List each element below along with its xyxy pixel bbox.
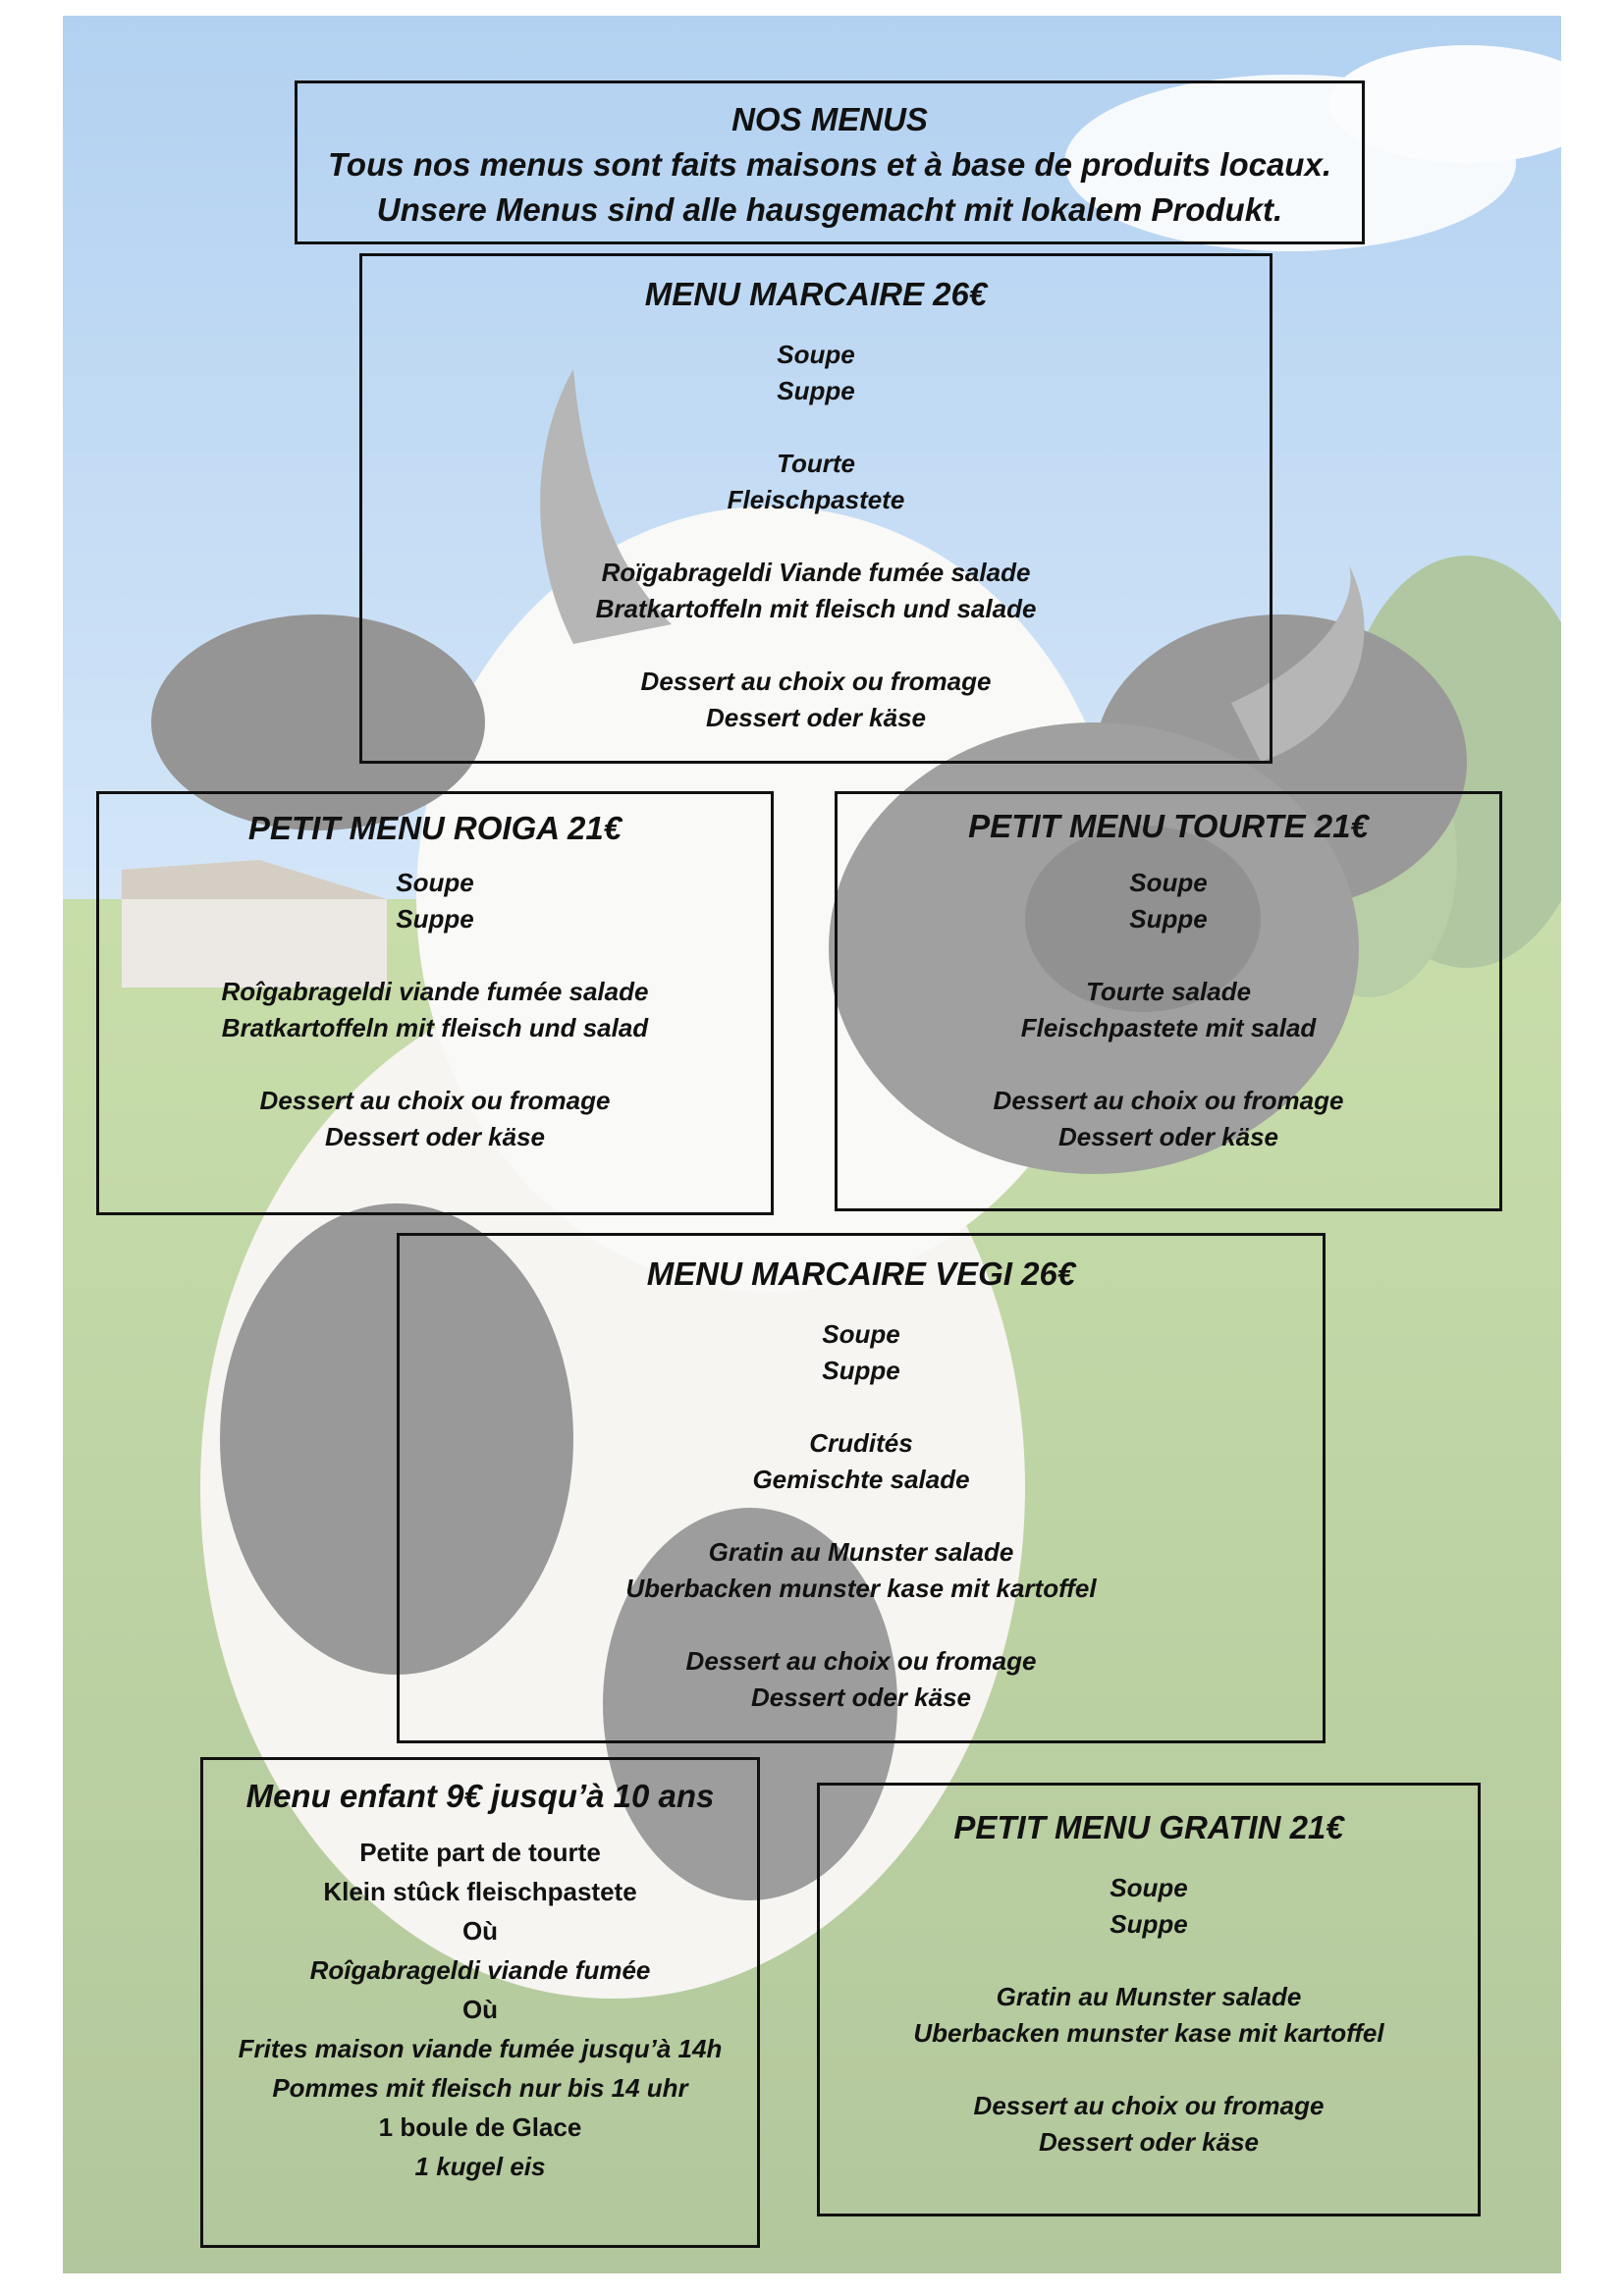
course-fr: Gratin au Munster salade	[708, 1537, 1014, 1567]
course-de: Dessert oder käse	[1038, 2127, 1260, 2157]
course-de: Bratkartoffeln mit fleisch und salad	[221, 1013, 649, 1042]
petit-menu-roiga-box	[96, 791, 774, 1215]
header-box	[295, 80, 1365, 244]
course-fr: Soupe	[396, 868, 474, 897]
course-de: Bratkartoffeln mit fleisch und salade	[595, 594, 1037, 623]
petit-menu-roiga-course	[99, 974, 771, 1046]
header-line-fr: Tous nos menus sont faits maisons et à base de produits locaux.	[327, 146, 1331, 183]
petit-menu-gratin-title: PETIT MENU GRATIN 21€	[953, 1809, 1344, 1845]
course-fr: Soupe	[1110, 1873, 1188, 1902]
course-fr: Gratin au Munster salade	[996, 1982, 1302, 2011]
course-de: Suppe	[1110, 1909, 1188, 1939]
enfant-line: Frites maison viande fumée jusqu’à 14h	[238, 2034, 723, 2063]
petit-menu-tourte-course	[838, 865, 1499, 937]
course-fr: Tourte	[777, 449, 855, 478]
menu-vegi-course	[400, 1425, 1323, 1498]
menu-marcaire-box	[359, 253, 1272, 764]
menu-marcaire-course	[362, 337, 1270, 409]
course-de: Gemischte salade	[752, 1465, 970, 1494]
menu-marcaire-title: MENU MARCAIRE 26€	[644, 276, 988, 312]
header-line-de: Unsere Menus sind alle hausgemacht mit lokalem Produkt.	[376, 191, 1283, 228]
course-fr: Crudités	[809, 1428, 913, 1458]
course-fr: Roîgabrageldi viande fumée salade	[221, 977, 649, 1006]
enfant-line: Où	[461, 1995, 499, 2024]
course-de: Suppe	[777, 376, 855, 405]
menu-marcaire-course	[362, 664, 1270, 736]
petit-menu-roiga-course	[99, 1083, 771, 1155]
course-de: Fleischpastete mit salad	[1020, 1013, 1317, 1042]
course-de: Suppe	[822, 1356, 900, 1385]
enfant-line: Pommes mit fleisch nur bis 14 uhr	[272, 2073, 688, 2103]
petit-menu-tourte-title: PETIT MENU TOURTE 21€	[968, 808, 1369, 844]
menu-enfant-box	[200, 1757, 760, 2248]
header-title: NOS MENUS	[731, 101, 928, 137]
enfant-line: Où	[461, 1916, 499, 1946]
enfant-line: 1 kugel eis	[414, 2152, 546, 2181]
course-fr: Dessert au choix ou fromage	[973, 2091, 1325, 2120]
course-fr: Soupe	[777, 340, 855, 369]
course-de: Dessert oder käse	[324, 1122, 546, 1151]
enfant-line: 1 boule de Glace	[378, 2112, 582, 2142]
menu-marcaire-course	[362, 555, 1270, 627]
menu-enfant-title: Menu enfant 9€ jusqu’à 10 ans	[245, 1778, 715, 1814]
petit-menu-roiga-course	[99, 865, 771, 937]
course-fr: Dessert au choix ou fromage	[685, 1646, 1037, 1676]
course-de: Dessert oder käse	[1057, 1122, 1279, 1151]
enfant-line: Klein stûck fleischpastete	[323, 1877, 637, 1906]
course-fr: Soupe	[1129, 868, 1208, 897]
course-de: Uberbacken munster kase mit kartoffel	[625, 1574, 1097, 1603]
course-de: Dessert oder käse	[705, 703, 927, 732]
menu-vegi-course	[400, 1534, 1323, 1607]
enfant-line: Petite part de tourte	[359, 1838, 601, 1867]
menu-marcaire-vegi-box	[397, 1233, 1326, 1743]
menu-marcaire-course	[362, 446, 1270, 518]
petit-menu-gratin-box	[817, 1783, 1481, 2216]
menu-enfant-items	[203, 1833, 757, 2186]
course-de: Fleischpastete	[727, 485, 905, 514]
course-fr: Tourte salade	[1085, 977, 1252, 1006]
course-de: Uberbacken munster kase mit kartoffel	[913, 2018, 1384, 2048]
enfant-line: Roîgabrageldi viande fumée	[309, 1955, 651, 1985]
petit-menu-tourte-box	[835, 791, 1502, 1211]
petit-menu-gratin-course	[820, 2088, 1478, 2161]
course-fr: Soupe	[822, 1319, 900, 1349]
menu-marcaire-vegi-title: MENU MARCAIRE VEGI 26€	[646, 1255, 1076, 1292]
course-fr: Roïgabrageldi Viande fumée salade	[601, 558, 1031, 587]
petit-menu-tourte-course	[838, 1083, 1499, 1155]
course-de: Suppe	[396, 904, 474, 934]
course-fr: Dessert au choix ou fromage	[640, 667, 992, 696]
petit-menu-gratin-course	[820, 1979, 1478, 2052]
petit-menu-gratin-course	[820, 1870, 1478, 1943]
petit-menu-roiga-title: PETIT MENU ROIGA 21€	[247, 810, 623, 846]
menu-vegi-course	[400, 1316, 1323, 1389]
petit-menu-tourte-course	[838, 974, 1499, 1046]
menu-vegi-course	[400, 1643, 1323, 1716]
course-fr: Dessert au choix ou fromage	[993, 1086, 1344, 1115]
course-de: Suppe	[1129, 904, 1208, 934]
course-de: Dessert oder käse	[750, 1682, 972, 1712]
course-fr: Dessert au choix ou fromage	[259, 1086, 611, 1115]
